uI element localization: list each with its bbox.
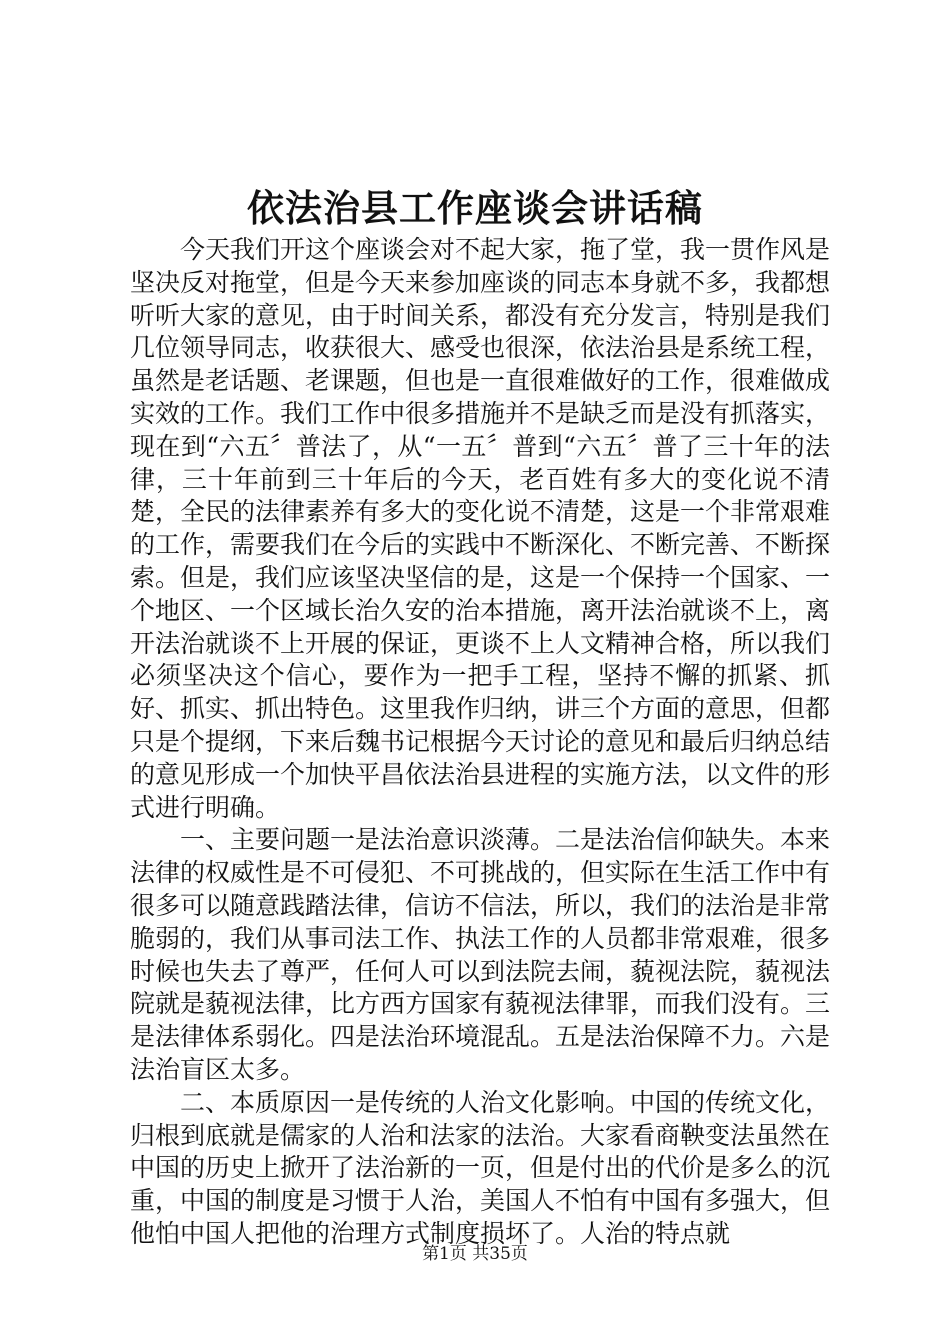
paragraph-opening: 今天我们开这个座谈会对不起大家，拖了堂，我一贯作风是坚决反对拖堂，但是今天来参加座谈的同志本身就不多，我都想听听大家的意见，由于时间关系，都没有充分发言，特别是我们几位领导同志，收获很大、感受也很深，依法治县是系统工程，虽然是老话题、老课题，但也是一直很难做好的工作，很难做成实效的工作。我们工作中很多措施并不是缺乏而是没有抓落实，现在到“六五〞普法了，从“一五〞普到“六五〞普了三十年的法律，三十年前到三十年后的今天，老百姓有多大的变化说不清楚，全民的法律素养有多大的变化说不清楚，这是一个非常艰难的工作，需要我们在今后的实践中不断深化、不断完善、不断探索。但是，我们应该坚决坚信的是，这是一个保持一个国家、一个地区、一个区域长治久安的治本措施，离开法治就谈不上，离开法治就谈不上开展的保证，更谈不上人文精神合格，所以我们必须坚决这个信心，要作为一把手工程，坚持不懈的抓紧、抓好、抓实、抓出特色。这里我作归纳，讲三个方面的意思，但都只是个提纲，下来后魏书记根据今天讨论的意见和最后归纳总结的意见形成一个加快平昌依法治县进程的实施方法，以文件的形式进行明确。	[130, 235, 831, 822]
paragraph-main-problems: 一、主要问题一是法治意识淡薄。二是法治信仰缺失。本来法律的权威性是不可侵犯、不可挑战的，但实际在生活工作中有很多可以随意践踏法律，信访不信法，所以，我们的法治是非常脆弱的，我们从事司法工作、执法工作的人员都非常艰难，很多时候也失去了尊严，任何人可以到法院去闹，藐视法院，藐视法院就是藐视法律，比方西方国家有藐视法律罪，而我们没有。三是法律体系弱化。四是法治环境混乱。五是法治保障不力。六是法治盲区太多。	[130, 825, 831, 1084]
paragraph-essential-causes: 二、本质原因一是传统的人治文化影响。中国的传统文化，归根到底就是儒家的人治和法家的法治。大家看商鞅变法虽然在中国的历史上掀开了法治新的一页，但是付出的代价是多么的沉重，中国的制度是习惯于人治，美国人不怕有中国有多强大，但他怕中国人把他的治理方式制度损坏了。人治的特点就	[130, 1087, 831, 1248]
page-footer: 第1页 共35页	[422, 1244, 528, 1264]
document-body	[130, 234, 830, 1251]
document-title: 依法治县工作座谈会讲话稿	[247, 186, 703, 230]
